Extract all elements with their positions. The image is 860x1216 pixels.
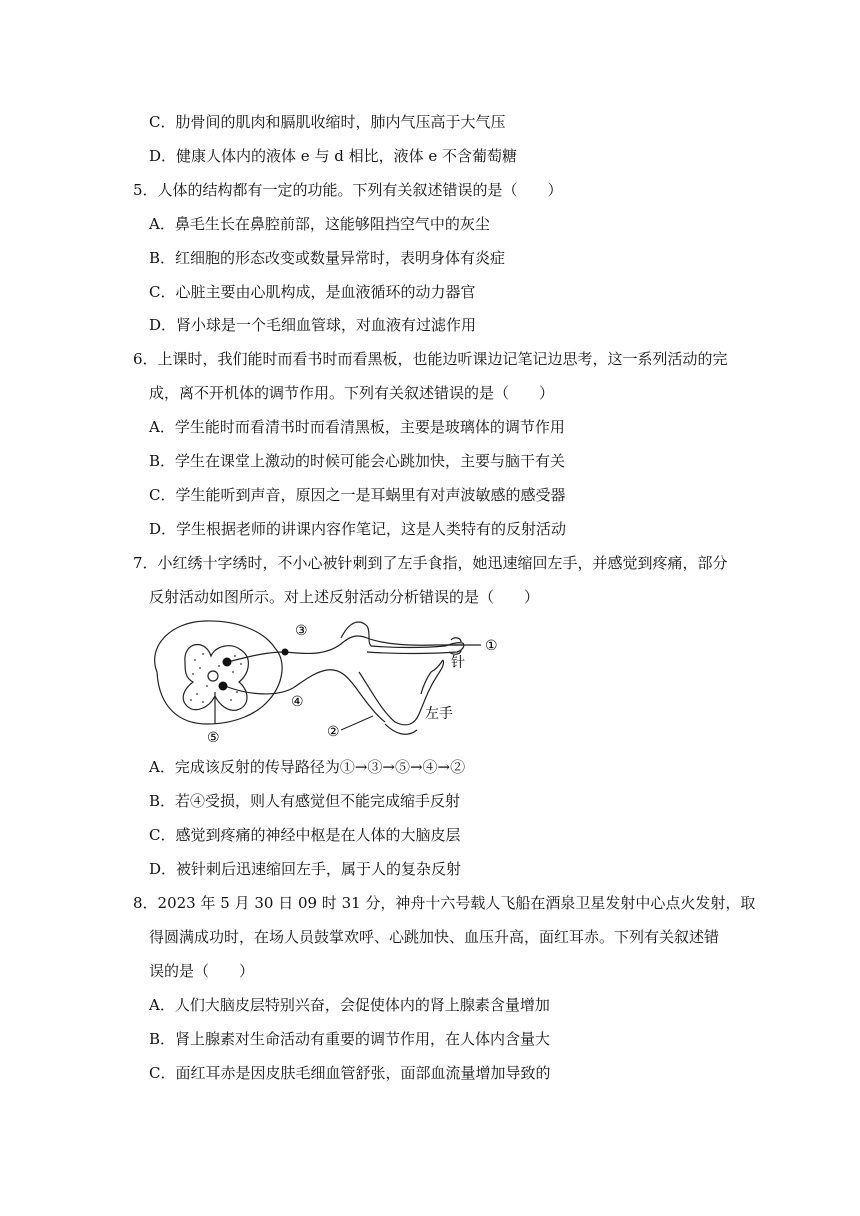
motor-nerve <box>225 670 385 722</box>
q4-option-c: C．肋骨间的肌肉和膈肌收缩时，肺内气压高于大气压 <box>149 113 506 131</box>
figure-label-4: ④ <box>291 694 304 710</box>
interneuron-cell-body <box>223 658 232 667</box>
q8-stem-line3: 误的是（ ） <box>149 962 255 980</box>
q6-option-d: D．学生根据老师的讲课内容作笔记，这是人类特有的反射活动 <box>149 520 567 538</box>
q4-option-d: D．健康人体内的液体 e 与 d 相比，液体 e 不含葡萄糖 <box>149 147 517 165</box>
figure-label-5: ⑤ <box>207 730 220 746</box>
ganglion-cell-body <box>282 649 289 656</box>
q8-option-c: C．面红耳赤是因皮肤毛细血管舒张，面部血流量增加导致的 <box>149 1064 551 1082</box>
q7-stem-line2: 反射活动如图所示。对上述反射活动分析错误的是（ ） <box>149 588 540 606</box>
q7-option-d: D．被针刺后迅速缩回左手，属于人的复杂反射 <box>149 860 462 878</box>
q7-stem-line1: 7．小红绣十字绣时，不小心被针刺到了左手食指，她迅速缩回左手，并感觉到疼痛，部分 <box>133 554 728 572</box>
sensory-nerve <box>285 636 463 654</box>
spinal-cord-outline <box>155 621 282 724</box>
figure-label-3: ③ <box>295 623 308 639</box>
q8-stem-line1: 8．2023 年 5 月 30 日 09 时 31 分，神舟十六号载人飞船在酒泉卫星发射中心点火发射，取 <box>133 894 756 912</box>
q6-option-b: B．学生在课堂上激动的时候可能会心跳加快，主要与脑干有关 <box>149 452 566 470</box>
figure-label-2: ② <box>327 724 340 740</box>
q5-option-b: B．红细胞的形态改变或数量异常时，表明身体有炎症 <box>149 249 506 267</box>
arm-outline <box>341 622 463 648</box>
q6-option-c: C．学生能听到声音，原因之一是耳蜗里有对声波敏感的感受器 <box>149 486 566 504</box>
reflex-arc-figure <box>145 612 525 750</box>
q5-option-d: D．肾小球是一个毛细血管球，对血液有过滤作用 <box>149 316 477 334</box>
q8-option-b: B．肾上腺素对生命活动有重要的调节作用，在人体内含量大 <box>149 1030 551 1048</box>
q7-option-c: C．感觉到疼痛的神经中枢是在人体的大脑皮层 <box>149 826 461 844</box>
q6-stem-line1: 6．上课时，我们能时而看书时而看黑板，也能边听课边记笔记边思考，这一系列活动的完 <box>133 350 728 368</box>
q5-stem: 5．人体的结构都有一定的功能。下列有关叙述错误的是（ ） <box>133 181 563 199</box>
grey-matter <box>183 645 248 711</box>
motor-neuron-cell-body <box>219 682 228 691</box>
q6-stem-line2: 成，离不开机体的调节作用。下列有关叙述错误的是（ ） <box>149 384 555 402</box>
figure-label-1: ① <box>485 638 498 654</box>
q5-option-c: C．心脏主要由心肌构成，是血液循环的动力器官 <box>149 283 476 301</box>
q7-option-b: B．若④受损，则人有感觉但不能完成缩手反射 <box>149 792 461 810</box>
q5-option-a: A．鼻毛生长在鼻腔前部，这能够阻挡空气中的灰尘 <box>149 215 490 233</box>
q6-option-a: A．学生能时而看清书时而看清黑板，主要是玻璃体的调节作用 <box>149 418 565 436</box>
q7-option-a: A．完成该反射的传导路径为①→③→⑤→④→② <box>149 758 466 776</box>
figure-label-needle: 针 <box>451 655 465 671</box>
q8-option-a: A．人们大脑皮层特别兴奋，会促使体内的肾上腺素含量增加 <box>149 996 550 1014</box>
figure-label-left-hand: 左手 <box>425 706 453 722</box>
q8-stem-line2: 得圆满成功时，在场人员鼓掌欢呼、心跳加快、血压升高，面红耳赤。下列有关叙述错 <box>149 928 720 946</box>
